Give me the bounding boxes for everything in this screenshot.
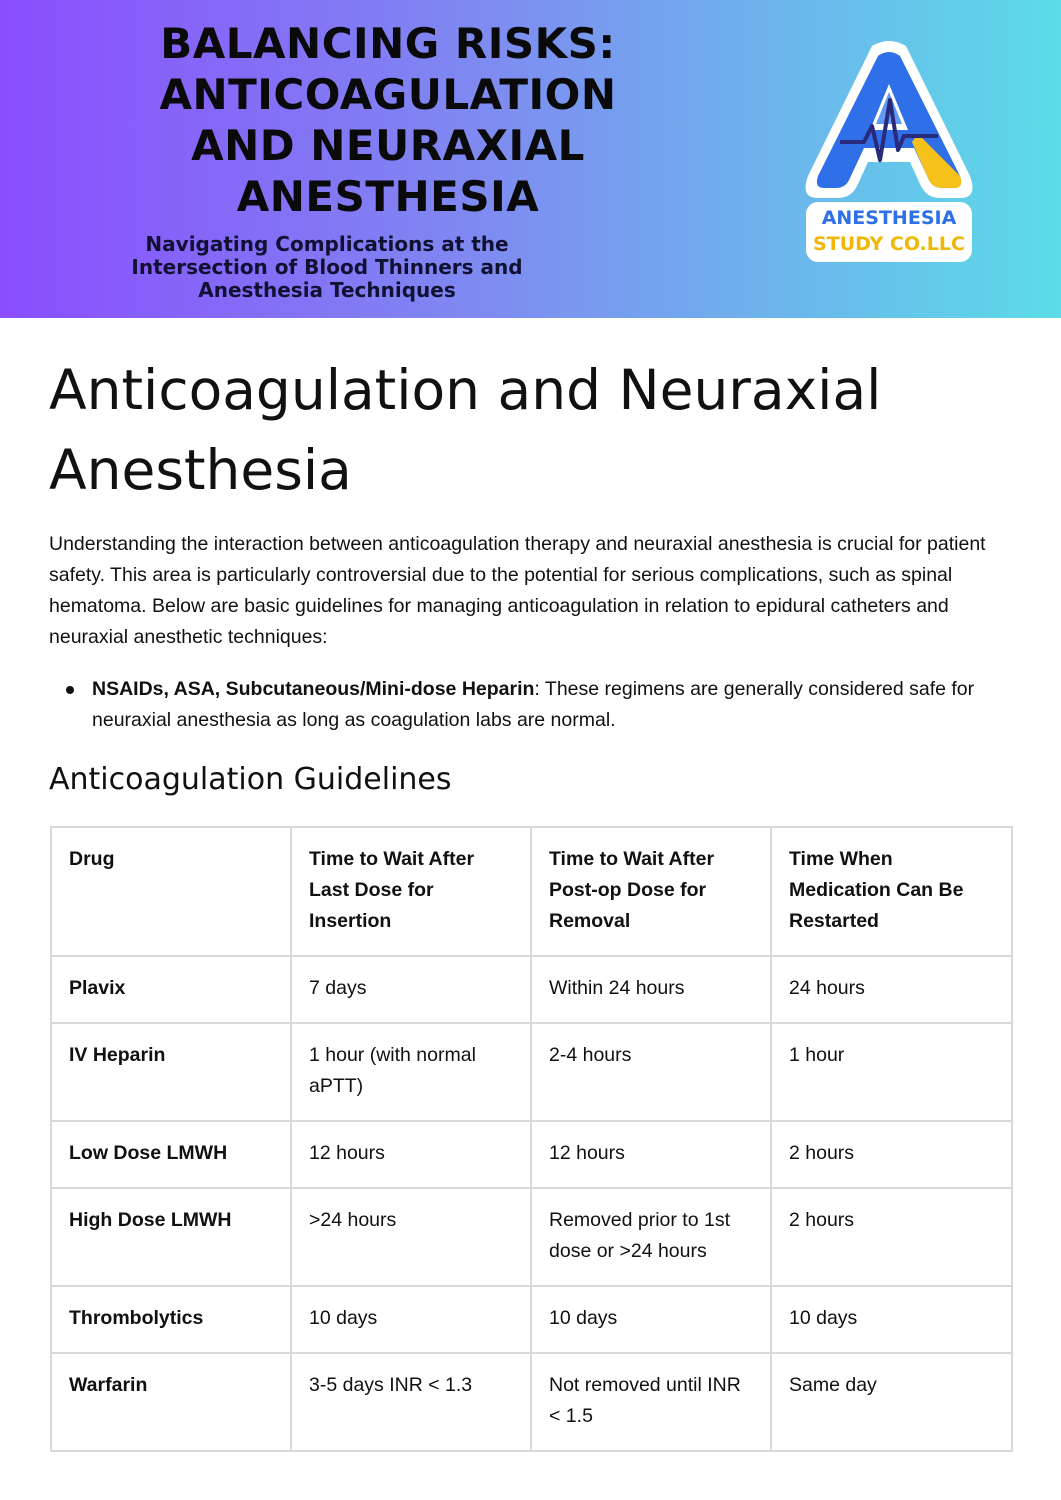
table-row <box>51 1023 1012 1121</box>
table-cell: >24 hours <box>291 1188 531 1286</box>
table-cell: 1 hour (with normal aPTT) <box>291 1023 531 1121</box>
bullet-bold-text: NSAIDs, ASA, Subcutaneous/Mini-dose Heparin <box>92 678 535 700</box>
banner-subtitle-line: Intersection of Blood Thinners and <box>131 255 523 279</box>
section-title: Anticoagulation Guidelines <box>49 762 452 797</box>
bullet-dot-icon <box>66 686 74 694</box>
header-banner <box>0 0 1061 318</box>
company-logo <box>800 38 978 270</box>
table-header-cell: Drug <box>51 827 291 956</box>
page-title: Anticoagulation and Neuraxial Anesthesia <box>49 358 882 502</box>
table-cell: 10 days <box>531 1286 771 1353</box>
drug-cell: Plavix <box>51 956 291 1023</box>
banner-subtitle-line: Anesthesia Techniques <box>198 278 456 302</box>
table-cell: Removed prior to 1st dose or >24 hours <box>531 1188 771 1286</box>
table-cell: 2-4 hours <box>531 1023 771 1121</box>
bullet-list <box>49 674 1014 736</box>
banner-title-line: AND NEURAXIAL <box>191 121 585 170</box>
banner-subtitle <box>96 233 558 302</box>
table-cell: 1 hour <box>771 1023 1012 1121</box>
guidelines-table <box>50 826 1013 1452</box>
table-row <box>51 1121 1012 1188</box>
banner-title <box>118 18 658 222</box>
drug-cell: IV Heparin <box>51 1023 291 1121</box>
bullet-text: : These regimens are generally considered safe for neuraxial anesthesia as long as coagulation labs are normal. <box>92 678 975 731</box>
table-cell: 10 days <box>291 1286 531 1353</box>
table-cell: Same day <box>771 1353 1012 1451</box>
table-cell: 12 hours <box>291 1121 531 1188</box>
table-cell: 2 hours <box>771 1188 1012 1286</box>
letter-a-heartbeat-logo-icon <box>800 38 978 270</box>
list-item <box>49 674 1014 736</box>
drug-cell: High Dose LMWH <box>51 1188 291 1286</box>
drug-cell: Warfarin <box>51 1353 291 1451</box>
drug-cell: Low Dose LMWH <box>51 1121 291 1188</box>
table-row <box>51 956 1012 1023</box>
table-cell: 24 hours <box>771 956 1012 1023</box>
table-cell: 12 hours <box>531 1121 771 1188</box>
banner-title-line: ANESTHESIA <box>236 172 540 221</box>
table-header-cell: Time to Wait After Post-op Dose for Removal <box>531 827 771 956</box>
table-cell: 10 days <box>771 1286 1012 1353</box>
table-cell: Not removed until INR < 1.5 <box>531 1353 771 1451</box>
banner-title-line: ANTICOAGULATION <box>159 70 617 119</box>
table-cell: 3-5 days INR < 1.3 <box>291 1353 531 1451</box>
table-header-cell: Time to Wait After Last Dose for Insertion <box>291 827 531 956</box>
table-cell: 7 days <box>291 956 531 1023</box>
drug-cell: Thrombolytics <box>51 1286 291 1353</box>
table-row <box>51 1188 1012 1286</box>
banner-subtitle-line: Navigating Complications at the <box>145 232 509 256</box>
banner-title-line: BALANCING RISKS: <box>160 19 616 68</box>
table-cell: 2 hours <box>771 1121 1012 1188</box>
intro-paragraph: Understanding the interaction between anticoagulation therapy and neuraxial anesthesia is crucial for patient safety. This area is particularly controversial due to the potential for serious complications, such as spinal hematoma. Below are basic guidelines for managing anticoagulation in relation to epidural catheters and neuraxial anesthetic techniques: <box>49 533 986 648</box>
table-row <box>51 1353 1012 1451</box>
table-row <box>51 1286 1012 1353</box>
table-header-row <box>51 827 1012 956</box>
logo-text-line2: STUDY CO.LLC <box>813 233 965 255</box>
logo-text-line1: ANESTHESIA <box>821 207 957 229</box>
table-cell: Within 24 hours <box>531 956 771 1023</box>
table-header-cell: Time When Medication Can Be Restarted <box>771 827 1012 956</box>
